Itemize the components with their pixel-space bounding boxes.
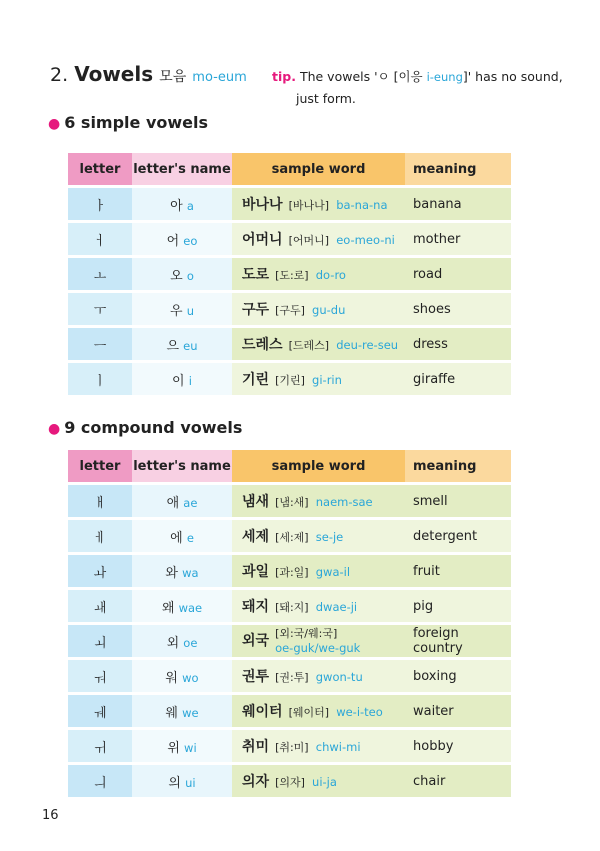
vowel-letter: ㅡ [68,328,132,360]
vowel-letter: ㅚ [68,625,132,657]
vowel-letter: ㅜ [68,293,132,325]
sample-word-pronunciation: [구두] [275,304,305,317]
table-row [68,695,511,727]
vowel-letter: ㅐ [68,485,132,517]
table-row [68,293,511,325]
letter-name: 와 [165,565,178,581]
simple-vowels-table [68,150,511,398]
meaning: foreign country [405,625,511,657]
sample-word: 세제 [242,529,270,545]
meaning: mother [405,223,511,255]
sample-word-pronunciation: [권:투] [275,671,309,684]
header-letter-name: letter's name [132,450,232,482]
letter-name-romanization: u [186,303,194,318]
page-title [50,62,247,86]
sample-word-cell [232,730,405,762]
letter-name: 우 [170,303,183,319]
title-korean: 모음 [159,69,187,85]
table-row [68,188,511,220]
sample-word-cell [232,660,405,692]
meaning: road [405,258,511,290]
sample-word-cell [232,765,405,797]
sample-word: 외국 [242,632,270,649]
vowel-letter: ㅏ [68,188,132,220]
letter-name-romanization: we [182,705,199,720]
sample-word: 도로 [242,267,270,283]
sample-word-cell [232,485,405,517]
letter-name-romanization: wo [182,670,199,685]
letter-name: 외 [166,635,180,651]
sample-word-cell [232,328,405,360]
letter-name: 이 [172,373,185,389]
letter-name: 애 [166,495,180,511]
header-meaning: meaning [405,450,511,482]
letter-name: 워 [165,670,178,686]
vowel-letter: ㅝ [68,660,132,692]
letter-name-cell [132,730,232,762]
table-row [68,485,511,517]
sample-word-pronunciation: [취:미] [275,741,309,754]
letter-name-romanization: wa [182,565,199,580]
meaning: pig [405,590,511,622]
meaning: shoes [405,293,511,325]
sample-word: 과일 [242,564,270,580]
header-letter: letter [68,450,132,482]
sample-word-cell [232,293,405,325]
meaning: smell [405,485,511,517]
letter-name-cell [132,660,232,692]
sample-word-romanization: chwi-mi [315,740,361,754]
meaning: dress [405,328,511,360]
sample-word-romanization: dwae-ji [315,600,358,614]
sample-word-cell [232,590,405,622]
title-english: Vowels [74,62,154,86]
sample-word: 바나나 [242,197,283,213]
header-sample-word: sample word [232,450,405,482]
letter-name-cell [132,258,232,290]
letter-name: 아 [170,198,183,214]
table-row [68,223,511,255]
header-letter: letter [68,153,132,185]
sample-word-cell [232,555,405,587]
page-number: 16 [42,808,59,823]
tip-note [272,66,572,109]
letter-name-cell [132,520,232,552]
vowel-letter: ㅗ [68,258,132,290]
tip-label: tip. [272,69,296,84]
tip-text-1: The vowels 'ㅇ [이응 [299,69,427,84]
compound-vowels-title: 9 compound vowels [64,418,243,437]
sample-word-pronunciation: [의자] [275,776,305,789]
bullet-icon: ● [48,116,61,132]
table-row [68,765,511,797]
vowel-letter: ㅔ [68,520,132,552]
letter-name-romanization: wae [178,600,203,615]
header-sample-word: sample word [232,153,405,185]
sample-word-cell [232,223,405,255]
sample-word-cell [232,363,405,395]
sample-word-cell [232,625,405,657]
sample-word: 의자 [242,774,270,790]
letter-name-romanization: e [186,530,194,545]
letter-name-romanization: wi [184,740,197,755]
sample-word-pronunciation: [세:제] [275,531,309,544]
letter-name-romanization: eo [183,233,198,248]
sample-word: 어머니 [242,232,283,248]
meaning: waiter [405,695,511,727]
tip-text-2: ]' has no sound, [462,69,563,84]
title-romanization: mo-eum [192,70,247,85]
pronunciation-block [275,626,360,656]
letter-name-cell [132,695,232,727]
sample-word-pronunciation: [돼:지] [275,601,309,614]
sample-word-romanization: do-ro [315,268,346,282]
letter-name: 위 [167,740,180,756]
table-row [68,660,511,692]
sample-word: 돼지 [242,599,270,615]
sample-word-romanization: se-je [315,530,344,544]
simple-vowels-title: 6 simple vowels [64,113,209,132]
meaning: fruit [405,555,511,587]
letter-name-romanization: a [186,198,194,213]
sample-word-romanization: deu-re-seu [336,338,399,352]
letter-name-cell [132,328,232,360]
table-header-row [68,450,511,482]
sample-word-pronunciation: [냄:새] [275,496,309,509]
sample-word: 구두 [242,302,270,318]
header-meaning: meaning [405,153,511,185]
meaning: giraffe [405,363,511,395]
table-row [68,625,511,657]
letter-name-cell [132,765,232,797]
sample-word-cell [232,188,405,220]
vowel-letter: ㅞ [68,695,132,727]
compound-vowels-table [68,447,511,800]
letter-name: 어 [166,233,180,249]
vowel-letter: ㅣ [68,363,132,395]
letter-name: 오 [170,268,183,284]
table-header-row [68,153,511,185]
letter-name-romanization: ae [183,495,198,510]
sample-word-cell [232,695,405,727]
sample-word-romanization: ui-ja [312,775,337,789]
letter-name-cell [132,625,232,657]
sample-word: 취미 [242,739,270,755]
sample-word-pronunciation: [기린] [275,374,305,387]
sample-word-pronunciation: [웨이터] [288,706,330,719]
sample-word-romanization: gi-rin [312,373,342,387]
meaning: hobby [405,730,511,762]
sample-word: 냄새 [242,494,270,510]
table-row [68,730,511,762]
letter-name-romanization: eu [183,338,198,353]
sample-word-pronunciation: [과:일] [275,566,309,579]
vowel-letter: ㅓ [68,223,132,255]
vowel-letter: ㅙ [68,590,132,622]
sample-word-pronunciation: [바나나] [288,199,330,212]
tip-text-line2: just form. [296,91,356,106]
letter-name: 의 [168,775,181,791]
table-row [68,520,511,552]
vowel-letter: ㅟ [68,730,132,762]
sample-word-romanization: ba-na-na [336,198,388,212]
meaning: banana [405,188,511,220]
letter-name: 웨 [165,705,178,721]
sample-word-pronunciation: [어머니] [288,234,330,247]
letter-name-cell [132,555,232,587]
sample-word-romanization: naem-sae [315,495,373,509]
sample-word: 기린 [242,372,270,388]
letter-name-cell [132,590,232,622]
compound-vowels-heading [48,418,242,437]
letter-name-cell [132,363,232,395]
meaning: chair [405,765,511,797]
sample-word-cell [232,520,405,552]
letter-name-cell [132,188,232,220]
sample-word-pronunciation: [외:국/웨:국] [275,627,338,640]
sample-word-pronunciation: [도:로] [275,269,309,282]
sample-word: 드레스 [242,337,283,353]
letter-name: 왜 [161,600,175,616]
letter-name-romanization: ui [185,775,196,790]
letter-name: 에 [170,530,183,546]
tip-romanization: i-eung [426,70,463,84]
sample-word: 웨이터 [242,704,283,720]
letter-name-romanization: oe [183,635,198,650]
sample-word-pronunciation: [드레스] [288,339,330,352]
table-row [68,258,511,290]
sample-word: 권투 [242,669,270,685]
table-row [68,590,511,622]
vowel-letter: ㅢ [68,765,132,797]
sample-word-romanization: gu-du [312,303,346,317]
sample-word-romanization: oe-guk/we-guk [275,641,361,655]
header-letter-name: letter's name [132,153,232,185]
section-number: 2. [50,64,69,86]
vowel-letter: ㅘ [68,555,132,587]
letter-name: 으 [166,338,180,354]
letter-name-romanization: o [186,268,194,283]
letter-name-romanization: i [188,373,192,388]
meaning: boxing [405,660,511,692]
sample-word-romanization: gwa-il [315,565,351,579]
letter-name-cell [132,223,232,255]
table-row [68,328,511,360]
simple-vowels-heading [48,113,208,132]
letter-name-cell [132,293,232,325]
sample-word-romanization: we-i-teo [336,705,383,719]
meaning: detergent [405,520,511,552]
sample-word-romanization: gwon-tu [315,670,363,684]
letter-name-cell [132,485,232,517]
sample-word-romanization: eo-meo-ni [336,233,395,247]
sample-word-cell [232,258,405,290]
table-row [68,555,511,587]
bullet-icon: ● [48,421,61,437]
table-row [68,363,511,395]
